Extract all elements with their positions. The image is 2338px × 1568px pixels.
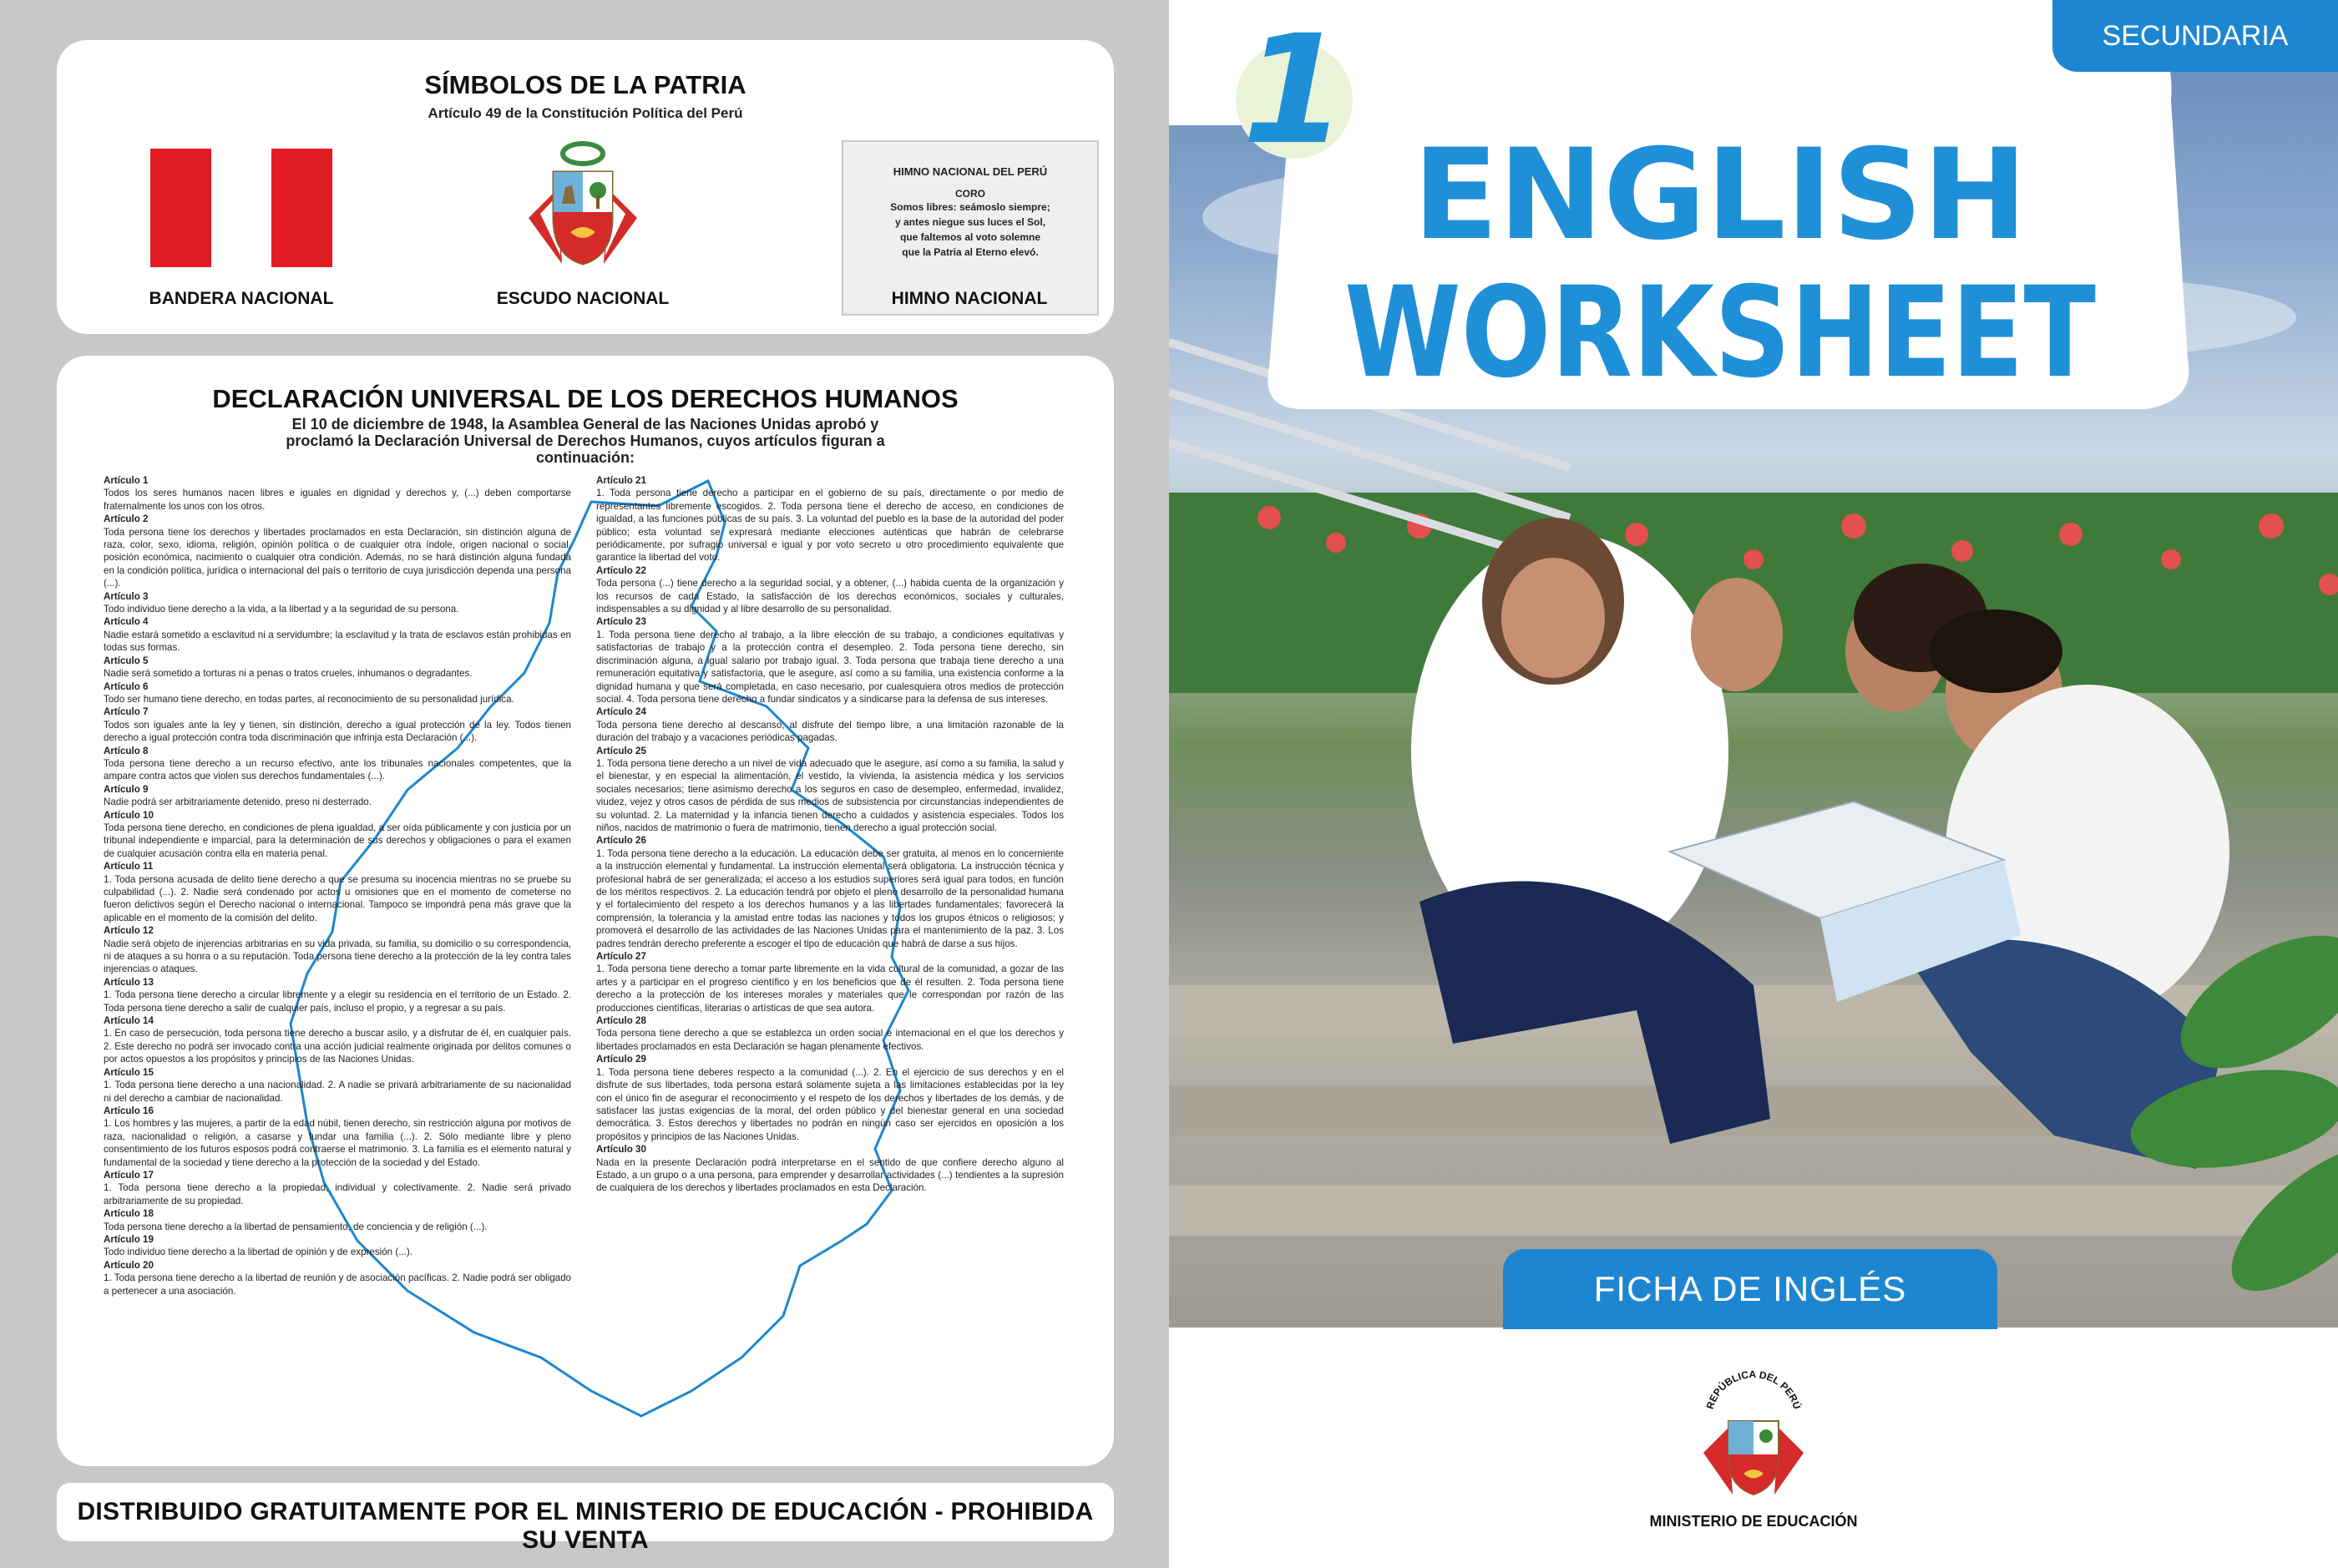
article-text: Nadie será objeto de injerencias arbitrarias en su vida privada, su familia, su domicilio o su correspondencia, ni de ataques a su honra o a su reputación. Toda persona tiene derecho a la protección de la ley contra tales injerencias o ataques. xyxy=(104,938,571,975)
declaration-right-column xyxy=(596,474,1064,1195)
article xyxy=(104,1105,571,1169)
article-heading: Artículo 16 xyxy=(104,1105,154,1116)
article-text: 1. Toda persona tiene derecho a participar en el gobierno de su país, directamente o por medio de representantes libremente escogidos. 2. Toda persona tiene el derecho de acceso, en condiciones de igualdad, a las funciones públicas de su país. 3. La voluntad del pueblo es la base de la autoridad del poder público; esta voluntad se expresará mediante elecciones auténticas que habrán de celebrarse periódicamente, por sufragio universal e igual y por voto secreto u otro procedimiento equivalente que garantice la libertad del voto. xyxy=(596,488,1064,564)
article-text: Toda persona (...) tiene derecho a la seguridad social, y a obtener, (...) habida cuenta de la organización y los recursos de cada Estado, la satisfacción de los derechos económicos, sociales y culturales, indispensables a su dignidad y al libre desarrollo de su personalidad. xyxy=(596,578,1064,615)
peru-flag xyxy=(150,149,332,267)
article-text: Toda persona tiene derecho, en condiciones de plena igualdad, a ser oída públicamente y con justicia por un tribunal independiente e imparcial, para la determinación de sus derechos y obligaciones o para el examen de cualquier acusación contra ella en materia penal. xyxy=(104,822,571,859)
cover-photo xyxy=(1169,0,2338,1328)
distribution-notice: DISTRIBUIDO GRATUITAMENTE POR EL MINISTERIO DE EDUCACIÓN - PROHIBIDA SU VENTA xyxy=(77,1498,1094,1554)
article xyxy=(596,1053,1064,1143)
article-heading: Artículo 14 xyxy=(104,1015,154,1027)
article xyxy=(104,513,571,589)
article-heading: Artículo 13 xyxy=(104,976,154,988)
article-heading: Artículo 7 xyxy=(104,706,149,718)
grade-number: 1 xyxy=(1242,3,1347,178)
title-line-worksheet: WORKSHEET xyxy=(1344,260,2096,406)
article xyxy=(596,474,1064,564)
title-line-english: ENGLISH xyxy=(1412,123,2028,268)
anthem-line: que faltemos al voto solemne xyxy=(899,231,1041,243)
article-heading: Artículo 2 xyxy=(104,513,149,525)
article-text: 1. Toda persona tiene derecho a tomar parte libremente en la vida cultural de la comunidad, a gozar de las artes y a participar en el progreso científico y en los beneficios que de él resulten. 2. Toda persona tiene derecho a la protección de los intereses morales y materiales que le correspondan por razón de las producciones científicas, literarias o artísticas de que sea autora. xyxy=(596,964,1064,1014)
article-heading: Artículo 22 xyxy=(596,564,646,576)
flag-label: BANDERA NACIONAL xyxy=(149,289,334,308)
ministry-label: MINISTERIO DE EDUCACIÓN xyxy=(1649,1513,1858,1530)
article-text: Toda persona tiene derecho a un recurso efectivo, ante los tribunales nacionales competentes, que la ampare contra actos que violen sus derechos fundamentales (...). xyxy=(104,757,571,782)
symbols-subtitle: Artículo 49 de la Constitución Política del Perú xyxy=(428,105,743,121)
article-heading: Artículo 8 xyxy=(104,745,149,756)
article-text: 1. Toda persona tiene derecho a la educación. La educación debe ser gratuita, al menos en lo concerniente a la instrucción elemental y fundamental. La instrucción elemental será obligatoria. La instrucción técnica y profesional habrá de ser generalizada; el acceso a los estudios superiores será igual para todos, en función de los méritos respectivos. 2. La educación tendrá por objeto el pleno desarrollo de la personalidad humana y el fortalecimiento del respeto a los derechos humanos y a las libertades fundamentales; favorecerá la comprensión, la tolerancia y la amistad entre todas las naciones y todos los grupos étnicos o religiosos; y promoverá el desarrollo de las actividades de las Naciones Unidas para el mantenimiento de la paz. 3. Los padres tendrán derecho preferente a escoger el tipo de educación que habrá de darse a sus hijos. xyxy=(596,847,1064,949)
seal-text: REPÚBLICA DEL PERÚ xyxy=(1703,1369,1804,1411)
article xyxy=(104,655,571,680)
article-text: Nadie será sometido a torturas ni a penas o tratos crueles, inhumanos o degradantes. xyxy=(104,668,473,680)
article-heading: Artículo 9 xyxy=(104,783,149,795)
article xyxy=(104,474,571,513)
article-heading: Artículo 10 xyxy=(104,809,154,821)
article-heading: Artículo 20 xyxy=(104,1259,154,1271)
article-heading: Artículo 25 xyxy=(596,745,646,756)
article xyxy=(104,1169,571,1207)
article-text: Toda persona tiene derecho al descanso, al disfrute del tiempo libre, a una limitación razonable de la duración del trabajo y a vacaciones periódicas pagadas. xyxy=(596,719,1064,744)
declaration-intro: El 10 de diciembre de 1948, la Asamblea General de las Naciones Unidas aprobó y proclamó la Declaración Universal de Derechos Humanos, cuyos artículos figuran a continuación: xyxy=(286,416,885,466)
article xyxy=(596,1143,1064,1195)
article-heading: Artículo 17 xyxy=(104,1169,154,1181)
article-heading: Artículo 4 xyxy=(104,616,149,628)
article xyxy=(104,809,571,861)
anthem-line: y antes niegue sus luces el Sol, xyxy=(894,216,1046,228)
declaration-panel xyxy=(57,356,1114,1466)
article-text: 1. Toda persona tiene derecho a la propiedad, individual y colectivamente. 2. Nadie será privado arbitrariamente de su propiedad. xyxy=(104,1182,571,1206)
symbols-title: SÍMBOLOS DE LA PATRIA xyxy=(424,70,746,99)
article xyxy=(104,1207,571,1233)
anthem-line: que la Patria al Eterno elevó. xyxy=(902,246,1039,258)
article-heading: Artículo 21 xyxy=(596,475,646,486)
article-heading: Artículo 23 xyxy=(596,616,646,628)
article-heading: Artículo 6 xyxy=(104,680,149,692)
article-heading: Artículo 11 xyxy=(104,861,154,873)
article-text: Todo ser humano tiene derecho, en todas partes, al reconocimiento de su personalidad jurídica. xyxy=(104,693,514,705)
article xyxy=(104,1233,571,1259)
symbols-panel xyxy=(57,40,1114,334)
article-heading: Artículo 24 xyxy=(596,706,646,718)
article xyxy=(104,976,571,1014)
declaration-title: DECLARACIÓN UNIVERSAL DE LOS DERECHOS HUMANOS xyxy=(212,384,959,413)
article-text: Todos son iguales ante la ley y tienen, sin distinción, derecho a igual protección de la ley. Todos tienen derecho a igual protección contra toda discriminación que infrinja esta Declaración (...). xyxy=(104,719,571,744)
article xyxy=(596,1014,1064,1053)
article-text: 1. Toda persona tiene derecho a un nivel de vida adecuado que le asegure, así como a su familia, la salud y el bienestar, y en especial la alimentación, el vestido, la vivienda, la asistencia médica y los servicios sociales necesarios; tiene asimismo derecho a los seguros en caso de desempleo, enfermedad, invalidez, viudez, vejez y otros casos de pérdida de sus medios de subsistencia por circunstancias independientes de su voluntad. 2. La maternidad y la infancia tienen derecho a cuidados y asistencia especiales. Todos los niños, nacidos de matrimonio o fuera de matrimonio, tienen derecho a igual protección social. xyxy=(596,757,1064,833)
article xyxy=(104,1066,571,1105)
article-heading: Artículo 28 xyxy=(596,1015,646,1027)
article-heading: Artículo 30 xyxy=(596,1144,646,1156)
article-text: 1. Toda persona tiene derecho al trabajo, a la libre elección de su trabajo, a condiciones equitativas y satisfactorias de trabajo y a la protección contra el desempleo. 2. Toda persona tiene derecho, sin discriminación alguna, a igual salario por trabajo igual. 3. Toda persona que trabaja tiene derecho a una remuneración equitativa y satisfactoria, que le asegure, así como a su familia, una existencia conforme a la dignidad humana y que será completada, en caso necesario, por cualesquiera otros medios de protección social. 4. Toda persona tiene derecho a fundar sindicatos y a sindicarse para la defensa de sus intereses. xyxy=(596,629,1064,705)
article xyxy=(596,834,1064,950)
article xyxy=(104,680,571,706)
article xyxy=(596,615,1064,706)
article-text: Toda persona tiene derecho a la libertad de pensamiento, de conciencia y de religión (...). xyxy=(104,1221,488,1232)
article-heading: Artículo 15 xyxy=(104,1066,154,1078)
article xyxy=(596,706,1064,744)
article xyxy=(104,590,571,616)
article-text: Toda persona tiene los derechos y libertades proclamados en esta Declaración, sin distinción alguna de raza, color, sexo, idioma, religión, opinión política o de cualquier otra índole, origen nacional o social, posición económica, nacimiento o cualquier otra condición. Además, no se hará distinción alguna fundada en la condición política, jurídica o internacional del país o territorio de cuya jurisdicción dependa una persona (...). xyxy=(104,526,571,589)
article-heading: Artículo 18 xyxy=(104,1208,154,1220)
article-text: Todo individuo tiene derecho a la vida, a la libertad y a la seguridad de su persona. xyxy=(104,604,459,615)
article-text: Todo individuo tiene derecho a la libertad de opinión y de expresión (...). xyxy=(104,1247,412,1258)
article-text: 1. Toda persona tiene derecho a la libertad de reunión y de asociación pacíficas. 2. Nadie podrá ser obligado a pertenecer a una asociación. xyxy=(104,1272,571,1297)
article xyxy=(104,924,571,976)
article-heading: Artículo 29 xyxy=(596,1054,646,1065)
article xyxy=(596,745,1064,835)
article-heading: Artículo 12 xyxy=(104,925,154,937)
anthem-chorus-label: CORO xyxy=(955,188,985,200)
anthem-line: Somos libres: seámoslo siempre; xyxy=(890,201,1050,213)
article-heading: Artículo 19 xyxy=(104,1233,154,1245)
article-heading: Artículo 3 xyxy=(104,590,149,602)
article xyxy=(104,783,571,809)
declaration-left-column xyxy=(104,474,571,1297)
article xyxy=(596,564,1064,616)
article-text: 1. Toda persona tiene deberes respecto a la comunidad (...). 2. En el ejercicio de sus derechos y en el disfrute de sus libertades, toda persona estará solamente sujeta a las limitaciones establecidas por la ley con el único fin de asegurar el reconocimiento y el respeto de los derechos y libertades de los demás, y de satisfacer las justas exigencias de la moral, del orden público y del bienestar general en una sociedad democrática. 3. Estos derechos y libertades no podrán en ningún caso ser ejercidos en oposición a los propósitos y principios de las Naciones Unidas. xyxy=(596,1066,1064,1142)
subject-tab: FICHA DE INGLÉS xyxy=(1503,1249,1997,1329)
coat-of-arms-icon xyxy=(512,139,654,281)
level-tab: SECUNDARIA xyxy=(2052,0,2338,72)
distribution-footer xyxy=(57,1483,1114,1554)
article xyxy=(104,706,571,744)
front-cover xyxy=(1169,0,2338,1568)
article-text: Nada en la presente Declaración podrá interpretarse en el sentido de que confiere derecho alguno al Estado, a un grupo o a una persona, para emprender y desarrollar actividades (...) tendientes a la supresión de cualquiera de los derechos y libertades proclamados en esta Declaración. xyxy=(596,1156,1064,1194)
article-text: 1. Los hombres y las mujeres, a partir de la edad núbil, tienen derecho, sin restricción alguna por motivos de raza, nacionalidad o religión, a casarse y fundar una familia (...). 2. Sólo mediante libre y pleno consentimiento de los futuros esposos podrá contraerse el matrimonio. 3. La familia es el elemento natural y fundamental de la sociedad y tiene derecho a la protección de la sociedad y del Estado. xyxy=(104,1118,571,1168)
article-heading: Artículo 26 xyxy=(596,835,646,847)
article xyxy=(596,950,1064,1014)
article-text: Nadie podrá ser arbitrariamente detenido, preso ni desterrado. xyxy=(104,797,372,808)
article xyxy=(104,745,571,783)
svg-text:REPÚBLICA DEL PERÚ xyxy=(1704,1369,1804,1410)
article xyxy=(104,1014,571,1066)
article xyxy=(104,860,571,924)
article-heading: Artículo 5 xyxy=(104,655,149,666)
article-text: Nadie estará sometido a esclavitud ni a servidumbre; la esclavitud y la trata de esclavos están prohibidas en todas sus formas. xyxy=(104,629,571,654)
article xyxy=(104,615,571,654)
anthem-heading: HIMNO NACIONAL DEL PERÚ xyxy=(893,165,1048,178)
article-text: 1. Toda persona tiene derecho a circular libremente y a elegir su residencia en el territorio de un Estado. 2. Toda persona tiene derecho a salir de cualquier país, incluso el propio, y a regresar a su país. xyxy=(104,989,571,1014)
anthem-label: HIMNO NACIONAL xyxy=(891,289,1048,308)
article-text: Toda persona tiene derecho a que se establezca un orden social e internacional en el que los derechos y libertades proclamados en esta Declaración se hagan plenamente efectivos. xyxy=(596,1028,1064,1052)
article-text: 1. Toda persona tiene derecho a una nacionalidad. 2. A nadie se privará arbitrariamente de su nacionalidad ni del derecho a cambiar de nacionalidad. xyxy=(104,1080,571,1104)
article-text: Todos los seres humanos nacen libres e iguales en dignidad y derechos y, (...) deben comportarse fraternalmente los unos con los otros. xyxy=(104,488,571,512)
article-text: 1. Toda persona acusada de delito tiene derecho a que se presuma su inocencia mientras no se pruebe su culpabilidad (...). 2. Nadie será condenado por actos u omisiones que en el momento de cometerse no fueron delictivos según el Derecho nacional o internacional. Tampoco se impondrá pena más grave que la aplicable en el momento de la comisión del delito. xyxy=(104,873,571,923)
shield-label: ESCUDO NACIONAL xyxy=(496,289,670,308)
article-text: 1. En caso de persecución, toda persona tiene derecho a buscar asilo, y a disfrutar de él, en cualquier país. 2. Este derecho no podrá ser invocado contra una acción judicial realmente originada por delitos comunes o por actos opuestos a los propósitos y principios de las Naciones Unidas. xyxy=(104,1028,571,1065)
article-heading: Artículo 27 xyxy=(596,951,646,963)
article-heading: Artículo 1 xyxy=(104,475,149,486)
ministry-seal-icon xyxy=(1695,1369,1812,1503)
article xyxy=(104,1259,571,1297)
